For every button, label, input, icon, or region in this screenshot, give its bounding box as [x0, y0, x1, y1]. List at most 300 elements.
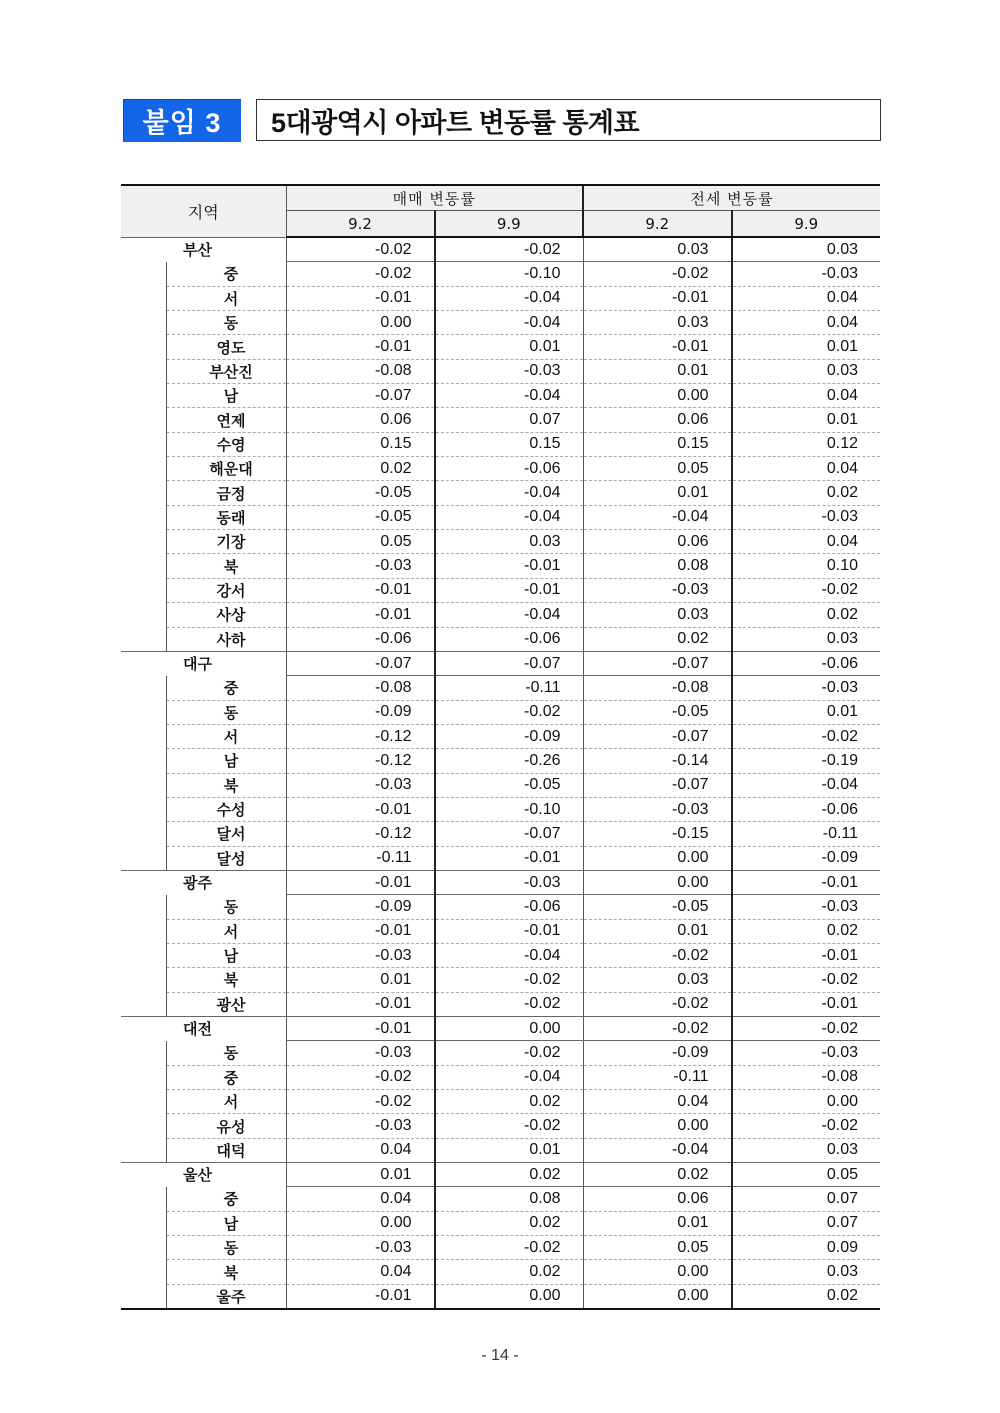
district-name: 북: [166, 554, 286, 578]
value-cell: 0.06: [286, 408, 435, 432]
district-name: 동래: [166, 505, 286, 529]
district-row: [121, 749, 880, 773]
indent-spacer: [121, 481, 166, 505]
district-name: 북: [166, 1260, 286, 1284]
value-cell: -0.03: [583, 578, 732, 602]
value-cell: 0.05: [732, 1163, 881, 1187]
indent-spacer: [121, 262, 166, 286]
value-cell: 0.00: [583, 846, 732, 870]
district-name: 부산진: [166, 359, 286, 383]
value-cell: 0.03: [732, 1138, 881, 1162]
value-cell: -0.01: [435, 554, 584, 578]
value-cell: -0.02: [583, 262, 732, 286]
value-cell: 0.04: [732, 457, 881, 481]
indent-spacer: [121, 1236, 166, 1260]
district-row: [121, 554, 880, 578]
indent-spacer: [121, 676, 166, 700]
value-cell: -0.06: [435, 457, 584, 481]
district-row: [121, 481, 880, 505]
indent-spacer: [121, 943, 166, 967]
value-cell: -0.01: [435, 919, 584, 943]
value-cell: -0.02: [583, 992, 732, 1016]
district-row: [121, 384, 880, 408]
district-name: 수성: [166, 797, 286, 821]
value-cell: 0.01: [732, 700, 881, 724]
indent-spacer: [121, 408, 166, 432]
value-cell: -0.01: [286, 578, 435, 602]
value-cell: -0.07: [286, 384, 435, 408]
district-name: 북: [166, 773, 286, 797]
district-row: [121, 262, 880, 286]
district-name: 북: [166, 968, 286, 992]
value-cell: 0.04: [732, 311, 881, 335]
district-row: [121, 578, 880, 602]
district-name: 서: [166, 919, 286, 943]
value-cell: 0.00: [732, 1090, 881, 1114]
value-cell: 0.01: [732, 408, 881, 432]
value-cell: -0.08: [583, 676, 732, 700]
attachment-badge: 붙임 3: [123, 99, 241, 142]
value-cell: 0.03: [583, 237, 732, 262]
value-cell: -0.02: [286, 262, 435, 286]
value-cell: -0.04: [435, 481, 584, 505]
value-cell: -0.02: [435, 992, 584, 1016]
district-row: [121, 1284, 880, 1309]
city-name: 대구: [121, 651, 286, 675]
value-cell: -0.01: [286, 603, 435, 627]
value-cell: -0.05: [286, 505, 435, 529]
district-row: [121, 457, 880, 481]
district-name: 남: [166, 749, 286, 773]
value-cell: -0.04: [435, 311, 584, 335]
value-cell: 0.00: [435, 1284, 584, 1309]
city-row: [121, 870, 880, 894]
indent-spacer: [121, 530, 166, 554]
value-cell: -0.01: [583, 286, 732, 310]
value-cell: -0.07: [286, 651, 435, 675]
value-cell: 0.04: [732, 384, 881, 408]
value-cell: -0.06: [732, 797, 881, 821]
value-cell: 0.08: [583, 554, 732, 578]
value-cell: 0.15: [286, 432, 435, 456]
district-name: 사상: [166, 603, 286, 627]
indent-spacer: [121, 432, 166, 456]
district-name: 남: [166, 384, 286, 408]
value-cell: -0.01: [286, 335, 435, 359]
value-cell: 0.00: [583, 1260, 732, 1284]
indent-spacer: [121, 1284, 166, 1309]
value-cell: 0.05: [583, 1236, 732, 1260]
value-cell: -0.03: [286, 1236, 435, 1260]
value-cell: -0.11: [583, 1065, 732, 1089]
district-name: 중: [166, 262, 286, 286]
district-row: [121, 676, 880, 700]
district-name: 중: [166, 1065, 286, 1089]
value-cell: -0.06: [732, 651, 881, 675]
district-row: [121, 1065, 880, 1089]
value-cell: -0.05: [583, 700, 732, 724]
indent-spacer: [121, 724, 166, 748]
district-row: [121, 359, 880, 383]
value-cell: -0.04: [583, 505, 732, 529]
district-name: 동: [166, 311, 286, 335]
value-cell: -0.01: [732, 870, 881, 894]
value-cell: -0.03: [732, 1041, 881, 1065]
value-cell: 0.01: [732, 335, 881, 359]
value-cell: -0.09: [286, 895, 435, 919]
value-cell: 0.01: [583, 1211, 732, 1235]
value-cell: 0.00: [435, 1017, 584, 1041]
district-row: [121, 919, 880, 943]
value-cell: -0.01: [286, 870, 435, 894]
district-row: [121, 724, 880, 748]
district-row: [121, 1187, 880, 1211]
city-name: 울산: [121, 1163, 286, 1187]
value-cell: -0.02: [435, 1236, 584, 1260]
value-cell: 0.02: [732, 481, 881, 505]
value-cell: -0.04: [435, 603, 584, 627]
value-cell: 0.15: [435, 432, 584, 456]
value-cell: -0.02: [732, 578, 881, 602]
indent-spacer: [121, 603, 166, 627]
district-name: 해운대: [166, 457, 286, 481]
value-cell: 0.00: [286, 1211, 435, 1235]
column-header-sale-0909: 9.9: [435, 211, 584, 238]
city-name: 광주: [121, 870, 286, 894]
value-cell: -0.08: [286, 359, 435, 383]
column-header-jeonse-0902: 9.2: [583, 211, 732, 238]
district-row: [121, 797, 880, 821]
value-cell: 0.08: [435, 1187, 584, 1211]
value-cell: -0.02: [732, 1017, 881, 1041]
value-cell: 0.01: [435, 1138, 584, 1162]
value-cell: -0.07: [435, 651, 584, 675]
district-row: [121, 1090, 880, 1114]
value-cell: -0.02: [435, 700, 584, 724]
value-cell: 0.02: [732, 1284, 881, 1309]
value-cell: 0.02: [435, 1260, 584, 1284]
page-number: - 14 -: [481, 1347, 519, 1364]
indent-spacer: [121, 773, 166, 797]
value-cell: -0.11: [435, 676, 584, 700]
value-cell: -0.02: [732, 724, 881, 748]
indent-spacer: [121, 1065, 166, 1089]
value-cell: 0.02: [286, 457, 435, 481]
value-cell: -0.05: [583, 895, 732, 919]
value-cell: -0.03: [286, 1114, 435, 1138]
value-cell: 0.04: [286, 1187, 435, 1211]
district-row: [121, 335, 880, 359]
district-row: [121, 700, 880, 724]
indent-spacer: [121, 822, 166, 846]
district-name: 기장: [166, 530, 286, 554]
district-row: [121, 992, 880, 1016]
district-name: 중: [166, 676, 286, 700]
indent-spacer: [121, 968, 166, 992]
city-name: 부산: [121, 237, 286, 262]
indent-spacer: [121, 578, 166, 602]
district-name: 남: [166, 943, 286, 967]
value-cell: -0.01: [286, 286, 435, 310]
district-name: 수영: [166, 432, 286, 456]
district-name: 대덕: [166, 1138, 286, 1162]
district-row: [121, 530, 880, 554]
value-cell: 0.06: [583, 530, 732, 554]
value-cell: -0.03: [286, 773, 435, 797]
value-cell: 0.03: [732, 237, 881, 262]
district-row: [121, 1236, 880, 1260]
indent-spacer: [121, 384, 166, 408]
value-cell: -0.02: [286, 237, 435, 262]
district-name: 서: [166, 286, 286, 310]
value-cell: 0.04: [286, 1260, 435, 1284]
district-row: [121, 895, 880, 919]
value-cell: -0.08: [286, 676, 435, 700]
value-cell: -0.01: [286, 919, 435, 943]
district-name: 달서: [166, 822, 286, 846]
value-cell: -0.09: [435, 724, 584, 748]
value-cell: -0.06: [286, 627, 435, 651]
column-header-region: 지역: [121, 185, 286, 237]
value-cell: -0.02: [583, 943, 732, 967]
value-cell: 0.02: [435, 1090, 584, 1114]
page-title-text: 5대광역시 아파트 변동률 통계표: [271, 107, 640, 138]
district-name: 서: [166, 724, 286, 748]
value-cell: 0.03: [732, 359, 881, 383]
district-name: 사하: [166, 627, 286, 651]
value-cell: -0.06: [435, 895, 584, 919]
value-cell: -0.04: [435, 286, 584, 310]
value-cell: -0.03: [286, 943, 435, 967]
city-row: [121, 651, 880, 675]
value-cell: 0.00: [286, 311, 435, 335]
page-title: [256, 99, 881, 141]
value-cell: -0.05: [286, 481, 435, 505]
value-cell: -0.07: [435, 822, 584, 846]
value-cell: 0.02: [732, 919, 881, 943]
value-cell: -0.03: [732, 505, 881, 529]
district-row: [121, 505, 880, 529]
indent-spacer: [121, 700, 166, 724]
indent-spacer: [121, 335, 166, 359]
value-cell: -0.01: [286, 1017, 435, 1041]
district-name: 영도: [166, 335, 286, 359]
district-row: [121, 311, 880, 335]
indent-spacer: [121, 554, 166, 578]
value-cell: -0.02: [286, 1090, 435, 1114]
value-cell: -0.03: [732, 676, 881, 700]
value-cell: -0.04: [583, 1138, 732, 1162]
value-cell: 0.00: [583, 1284, 732, 1309]
value-cell: -0.01: [435, 846, 584, 870]
district-name: 동: [166, 700, 286, 724]
indent-spacer: [121, 1211, 166, 1235]
value-cell: 0.04: [732, 286, 881, 310]
value-cell: -0.01: [286, 992, 435, 1016]
district-row: [121, 822, 880, 846]
value-cell: 0.03: [583, 603, 732, 627]
indent-spacer: [121, 359, 166, 383]
value-cell: 0.02: [435, 1211, 584, 1235]
indent-spacer: [121, 797, 166, 821]
value-cell: 0.02: [732, 603, 881, 627]
value-cell: 0.04: [583, 1090, 732, 1114]
value-cell: 0.03: [732, 627, 881, 651]
value-cell: 0.07: [732, 1211, 881, 1235]
city-row: [121, 1163, 880, 1187]
district-row: [121, 627, 880, 651]
value-cell: 0.01: [583, 359, 732, 383]
district-name: 달성: [166, 846, 286, 870]
value-cell: -0.05: [435, 773, 584, 797]
value-cell: 0.02: [583, 627, 732, 651]
value-cell: -0.04: [732, 773, 881, 797]
value-cell: 0.01: [286, 968, 435, 992]
district-name: 금정: [166, 481, 286, 505]
apartment-rate-table: [121, 184, 880, 1310]
value-cell: -0.01: [286, 1284, 435, 1309]
value-cell: -0.10: [435, 262, 584, 286]
indent-spacer: [121, 1114, 166, 1138]
value-cell: 0.03: [583, 311, 732, 335]
value-cell: 0.01: [583, 481, 732, 505]
value-cell: -0.01: [435, 578, 584, 602]
column-group-sale: 매매 변동률: [286, 185, 583, 211]
value-cell: -0.03: [286, 1041, 435, 1065]
value-cell: -0.04: [435, 1065, 584, 1089]
indent-spacer: [121, 286, 166, 310]
indent-spacer: [121, 1041, 166, 1065]
city-row: [121, 1017, 880, 1041]
value-cell: 0.02: [435, 1163, 584, 1187]
value-cell: -0.14: [583, 749, 732, 773]
value-cell: -0.07: [583, 651, 732, 675]
value-cell: -0.26: [435, 749, 584, 773]
value-cell: -0.03: [732, 262, 881, 286]
district-name: 연제: [166, 408, 286, 432]
value-cell: -0.04: [435, 943, 584, 967]
value-cell: 0.07: [435, 408, 584, 432]
indent-spacer: [121, 919, 166, 943]
district-name: 강서: [166, 578, 286, 602]
value-cell: -0.02: [583, 1017, 732, 1041]
district-name: 울주: [166, 1284, 286, 1309]
district-row: [121, 1260, 880, 1284]
indent-spacer: [121, 1260, 166, 1284]
district-name: 동: [166, 1041, 286, 1065]
city-row: [121, 237, 880, 262]
column-header-jeonse-0909: 9.9: [732, 211, 881, 238]
value-cell: -0.02: [286, 1065, 435, 1089]
value-cell: 0.06: [583, 1187, 732, 1211]
value-cell: 0.15: [583, 432, 732, 456]
value-cell: -0.02: [732, 968, 881, 992]
district-name: 동: [166, 895, 286, 919]
value-cell: -0.11: [732, 822, 881, 846]
value-cell: -0.02: [435, 1114, 584, 1138]
value-cell: 0.01: [583, 919, 732, 943]
district-row: [121, 286, 880, 310]
district-row: [121, 773, 880, 797]
value-cell: -0.01: [583, 335, 732, 359]
value-cell: 0.06: [583, 408, 732, 432]
value-cell: 0.10: [732, 554, 881, 578]
indent-spacer: [121, 311, 166, 335]
value-cell: -0.04: [435, 505, 584, 529]
value-cell: -0.03: [732, 895, 881, 919]
value-cell: -0.07: [583, 724, 732, 748]
value-cell: -0.02: [435, 1041, 584, 1065]
indent-spacer: [121, 895, 166, 919]
value-cell: -0.08: [732, 1065, 881, 1089]
value-cell: -0.01: [732, 992, 881, 1016]
value-cell: -0.02: [435, 237, 584, 262]
value-cell: 0.12: [732, 432, 881, 456]
district-row: [121, 603, 880, 627]
value-cell: -0.02: [732, 1114, 881, 1138]
indent-spacer: [121, 749, 166, 773]
indent-spacer: [121, 457, 166, 481]
city-name: 대전: [121, 1017, 286, 1041]
district-name: 유성: [166, 1114, 286, 1138]
value-cell: -0.02: [435, 968, 584, 992]
indent-spacer: [121, 992, 166, 1016]
value-cell: -0.09: [286, 700, 435, 724]
district-row: [121, 1114, 880, 1138]
district-row: [121, 432, 880, 456]
value-cell: -0.12: [286, 749, 435, 773]
indent-spacer: [121, 1138, 166, 1162]
district-row: [121, 1041, 880, 1065]
district-name: 남: [166, 1211, 286, 1235]
indent-spacer: [121, 627, 166, 651]
value-cell: -0.09: [583, 1041, 732, 1065]
value-cell: 0.07: [732, 1187, 881, 1211]
district-name: 광산: [166, 992, 286, 1016]
value-cell: 0.00: [583, 870, 732, 894]
value-cell: 0.03: [435, 530, 584, 554]
value-cell: 0.01: [435, 335, 584, 359]
value-cell: 0.00: [583, 1114, 732, 1138]
indent-spacer: [121, 1187, 166, 1211]
district-name: 동: [166, 1236, 286, 1260]
district-row: [121, 846, 880, 870]
value-cell: 0.03: [732, 1260, 881, 1284]
value-cell: -0.03: [286, 554, 435, 578]
value-cell: -0.15: [583, 822, 732, 846]
district-name: 중: [166, 1187, 286, 1211]
value-cell: -0.04: [435, 384, 584, 408]
value-cell: -0.03: [435, 870, 584, 894]
district-row: [121, 968, 880, 992]
value-cell: 0.05: [286, 530, 435, 554]
value-cell: -0.03: [583, 797, 732, 821]
value-cell: -0.06: [435, 627, 584, 651]
indent-spacer: [121, 505, 166, 529]
district-row: [121, 1138, 880, 1162]
value-cell: -0.12: [286, 724, 435, 748]
value-cell: 0.04: [732, 530, 881, 554]
column-group-jeonse: 전세 변동률: [583, 185, 880, 211]
indent-spacer: [121, 1090, 166, 1114]
value-cell: -0.19: [732, 749, 881, 773]
value-cell: -0.11: [286, 846, 435, 870]
value-cell: -0.01: [732, 943, 881, 967]
value-cell: -0.10: [435, 797, 584, 821]
value-cell: 0.01: [286, 1163, 435, 1187]
district-row: [121, 1211, 880, 1235]
district-row: [121, 408, 880, 432]
